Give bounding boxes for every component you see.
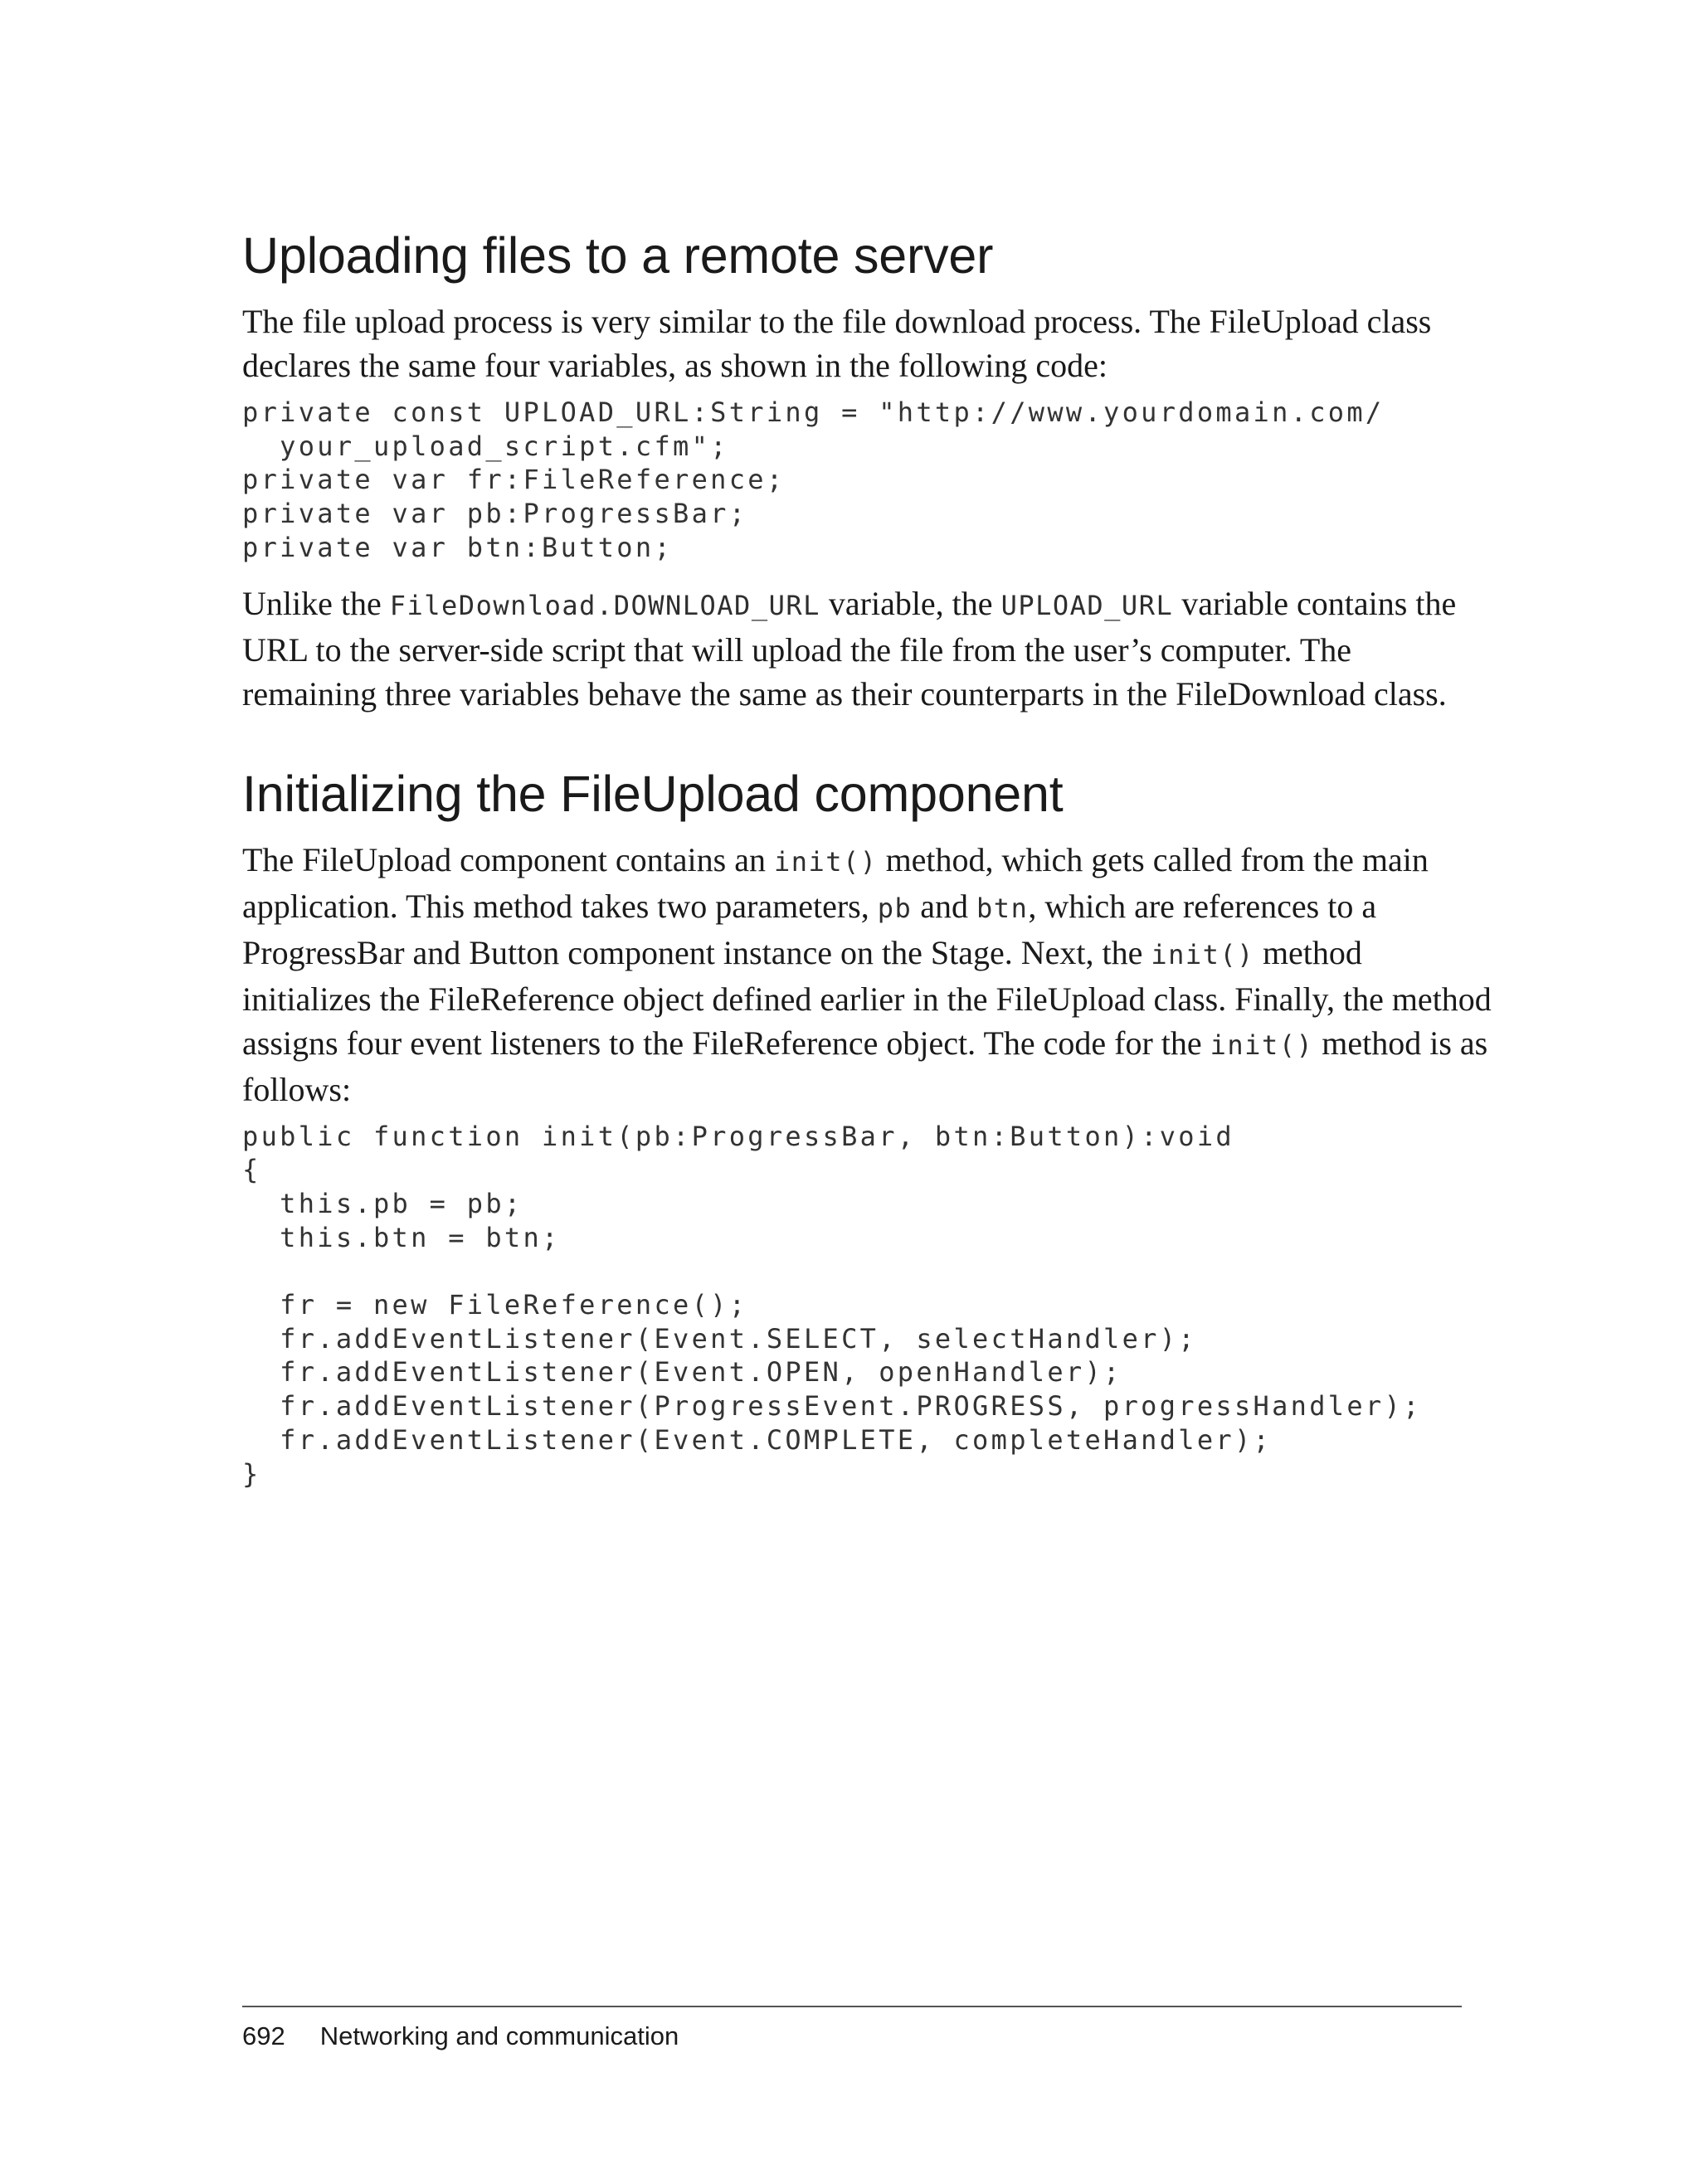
url-explanation-paragraph — [242, 581, 1462, 716]
text-run: The FileUpload component contains an — [242, 840, 774, 878]
text-run: ProgressBar and Button component instance on the Stage. Next, the — [242, 933, 1151, 971]
code-line: } — [242, 1457, 261, 1490]
code-line: your_upload_script.cfm"; — [242, 430, 729, 462]
paragraph-line — [242, 884, 1462, 931]
page-footer — [242, 2021, 679, 2051]
paragraph-line — [242, 838, 1462, 884]
init-paragraph — [242, 838, 1492, 1111]
code-line: fr.addEventListener(Event.COMPLETE, completeHandler); — [242, 1423, 1273, 1456]
text-run: application. This method takes two parameters, — [242, 887, 878, 925]
page-number: 692 — [242, 2021, 285, 2050]
code-block-init-method — [242, 1120, 1462, 1491]
paragraph-line: initializes the FileReference object defined earlier in the FileUpload class. Finally, the method — [242, 980, 1492, 1018]
code-line: fr = new FileReference(); — [242, 1289, 748, 1321]
text-run: method is as — [1313, 1024, 1488, 1062]
inline-code: UPLOAD_URL — [1000, 589, 1174, 621]
paragraph-line — [242, 931, 1462, 977]
code-line: this.btn = btn; — [242, 1221, 561, 1253]
text-run: Unlike the — [242, 584, 390, 622]
code-line: private var btn:Button; — [242, 531, 674, 563]
inline-code: init() — [1151, 938, 1254, 970]
code-line: private var fr:FileReference; — [242, 464, 786, 496]
page-content — [242, 224, 1492, 1491]
intro-paragraph — [242, 299, 1462, 387]
intro-line: declares the same four variables, as shown in the following code: — [242, 347, 1108, 384]
paragraph-line: follows: — [242, 1070, 352, 1108]
inline-code: FileDownload.DOWNLOAD_URL — [389, 589, 820, 621]
code-block-variables — [242, 396, 1462, 565]
code-line: private var pb:ProgressBar; — [242, 498, 748, 530]
text-run: , which are references to a — [1028, 887, 1377, 925]
text-run: and — [912, 887, 977, 925]
paragraph-line: URL to the server-side script that will upload the file from the user’s computer. The — [242, 630, 1352, 669]
footer-divider — [242, 2006, 1462, 2007]
inline-code: init() — [773, 845, 878, 878]
text-run: method, which gets called from the main — [877, 840, 1429, 878]
code-line: { — [242, 1154, 261, 1186]
paragraph-line: remaining three variables behave the same as their counterparts in the FileDownload class. — [242, 674, 1447, 713]
code-line: fr.addEventListener(Event.SELECT, selectHandler); — [242, 1322, 1197, 1355]
section-heading-initializing: Initializing the FileUpload component — [242, 765, 1064, 822]
section-heading-uploading: Uploading files to a remote server — [242, 227, 994, 284]
inline-code: pb — [877, 892, 913, 924]
paragraph-line — [242, 581, 1462, 628]
code-line: fr.addEventListener(Event.OPEN, openHandler); — [242, 1356, 1122, 1389]
paragraph-line — [242, 1021, 1488, 1068]
code-line: public function init(pb:ProgressBar, btn:Button):void — [242, 1120, 1234, 1152]
intro-line: The file upload process is very similar to the file download process. The FileUpload class — [242, 303, 1432, 340]
inline-code: btn — [976, 892, 1029, 924]
text-run: method — [1254, 933, 1362, 971]
text-run: variable, the — [820, 584, 1001, 622]
inline-code: init() — [1210, 1029, 1314, 1061]
text-run: variable contains the — [1173, 584, 1457, 622]
running-footer-title: Networking and communication — [319, 2021, 679, 2050]
text-run: assigns four event listeners to the FileReference object. The code for the — [242, 1024, 1210, 1062]
code-line: this.pb = pb; — [242, 1187, 523, 1219]
code-line: fr.addEventListener(ProgressEvent.PROGRESS, progressHandler); — [242, 1390, 1422, 1423]
code-line: private const UPLOAD_URL:String = "http://www.yourdomain.com/ — [242, 396, 1385, 428]
